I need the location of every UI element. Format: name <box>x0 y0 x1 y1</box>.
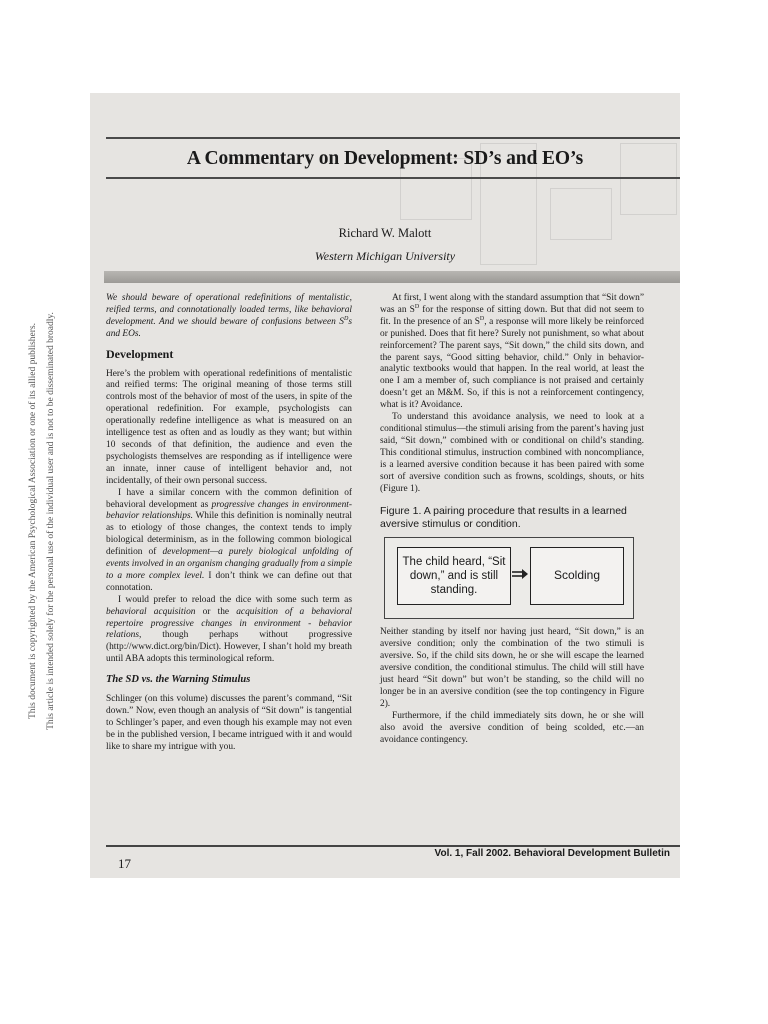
footer-rule <box>106 845 680 847</box>
title-top-rule <box>106 137 680 139</box>
pairing-arrow-icon <box>511 567 529 581</box>
paragraph: To understand this avoidance analysis, we need to look at a conditional stimulus—the stimuli arising from the parent’s having just said, “Sit down,” combined with or conditional on child’s standing. This conditional stimulus, instruction combined with noncompliance, is a learned aversive condition because it has been paired with some sort of aversive condition such as frowns, scoldings, shouts, or hits (Figure 1). <box>380 412 644 494</box>
page-title: A Commentary on Development: SD’s and EO’s <box>186 148 584 169</box>
paragraph: Schlinger (on this volume) discusses the parent’s command, “Sit down.” Now, even though an analysis of “Sit down” is tangential to Schlinger’s paper, and even though his example may not even be in the published version, I became intrigued with it and would like to share my intrigue with you. <box>106 694 352 752</box>
scanned-page <box>90 93 680 878</box>
text-run: for the response of sitting down. But that did not seem to fit. In the presence of an S <box>380 304 644 327</box>
paragraph: Neither standing by itself nor having just heard, “Sit down,” is an aversive condition; only the combination of the two stimuli is aversive. So, if the child sits down, he or she will escape the learned aversive condition, the conditional stimulus. The child will still have just heard “Sit down” but won’t be standing, so the child will no longer be in an aversive condition (see the top contingency in Figure 2). <box>380 627 644 709</box>
emphasis: development—a purely biological unfolding of events involved in an organism changing gradually from a simple to a more complex level. <box>106 547 353 581</box>
page-number: 17 <box>118 856 131 871</box>
abstract-text: We should beware of operational redefinitions of mentalistic, reified terms, and connotationally loaded terms, like behavioral development. And we should beware of confusions between S <box>106 293 352 327</box>
right-column <box>380 293 644 746</box>
copyright-notice-line-2: This article is intended solely for the personal use of the individual user and is not to be disseminated broadly. <box>46 312 56 730</box>
text-run: I would prefer to reload the dice with some such term as <box>118 594 352 605</box>
heading-sd-vs-warning-stimulus: The SD vs. the Warning Stimulus <box>106 674 251 686</box>
journal-citation: Vol. 1, Fall 2002. Behavioral Development Bulletin <box>434 848 670 859</box>
author-name: Richard W. Malott <box>338 226 432 240</box>
left-column <box>106 293 352 754</box>
text-run: , a response will more likely be reinforced or punished. Does that fit here? Surely not punishment, so what about reinforcement? The parent says, “Sit down,” the child sits down, and the parent says, “Good sitting behavior, child.” Only in behavior-analytic textbooks would that happen. In the real world, at least the one I am a member of, such compliance is not praised and certainly doesn’t get an M&M. So, if this is not a reinforcement contingency, what is it? Avoidance. <box>380 316 644 411</box>
paragraph: Furthermore, if the child immediately sits down, he or she will also avoid the aversive condition of being scolded, etc.—an avoidance contingency. <box>380 710 644 745</box>
text-run: At first, I went along with the standard assumption that “Sit down” was an S <box>380 293 644 315</box>
text-run: While this definition is nominally neutral as to etiology of those changes, the context tends to imply biological determinism, as in the following common biological definition of <box>106 511 352 558</box>
title-bottom-rule <box>106 177 680 179</box>
abstract <box>106 293 352 341</box>
paragraph <box>380 293 644 412</box>
paragraph <box>106 595 352 666</box>
abstract-superscript: D <box>344 315 349 322</box>
text-run: or the <box>195 606 237 617</box>
paragraph <box>106 488 352 595</box>
header-band <box>104 271 680 283</box>
emphasis: behavioral acquisition <box>106 606 196 617</box>
figure-caption: Figure 1. A pairing procedure that results in a learned aversive stimulus or condition. <box>380 505 627 531</box>
emphasis: acquisition of a behavioral repertoire progressive changes in environment - behavior relations, <box>106 606 352 641</box>
paragraph: Here’s the problem with operational redefinitions of mentalistic and reified terms: The original meaning of those terms still controls most of the behavior of most of the users, in spite of the operational redefinition. For example, psychologists can operationally redefine intelligence as what is measured on an intelligence test as often and as loudly as they want; but within 10 seconds of that definition, the audience and even the psychologists themselves are responding as if intelligence were an innate, inner cause of intelligent behavior and, not incidentally, of their own personal success. <box>106 368 352 486</box>
copyright-notice <box>0 0 90 1024</box>
emphasis: progressive changes in environment-behavior relationships. <box>106 499 352 522</box>
superscript: D <box>414 303 420 310</box>
figure-box-scolding: Scolding <box>530 547 624 605</box>
copyright-notice-line-1: This document is copyrighted by the American Psychological Association or one of its allied publishers. <box>28 322 38 720</box>
text-run: though perhaps without progressive (http://www.dict.org/bin/Dict). However, I shan’t hold my breath until ABA adopts this terminological reform. <box>106 630 352 665</box>
text-run: I don’t think we can define out that connotation. <box>106 570 352 593</box>
superscript: D <box>479 315 485 322</box>
author-affiliation: Western Michigan University <box>314 249 456 263</box>
heading-development: Development <box>106 346 174 361</box>
text-run: I have a similar concern with the common definition of behavioral development as <box>106 487 352 510</box>
figure-box-conditional-stimulus: The child heard, “Sit down,” and is still standing. <box>397 547 511 605</box>
figure-1 <box>384 537 634 619</box>
abstract-text-end: s and EOs. <box>106 316 352 339</box>
